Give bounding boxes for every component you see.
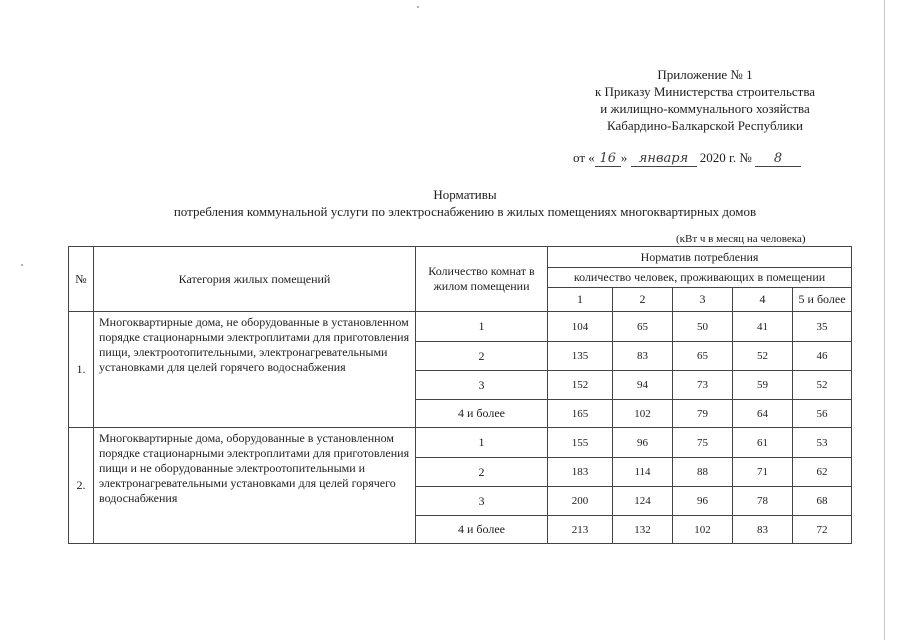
row-category: Многоквартирные дома, не оборудованные в установленном порядке стационарными электроплитами для приготовления пищи, электроотопительными, электронагревательными установками для целей горячего водоснабжения xyxy=(94,312,416,428)
header-people-count: 1 xyxy=(548,288,613,312)
norm-value-cell: 72 xyxy=(793,516,852,544)
title-line-1: Нормативы xyxy=(433,187,497,202)
header-people-count: 2 xyxy=(613,288,673,312)
norm-value-cell: 41 xyxy=(733,312,793,342)
scan-speck xyxy=(21,264,23,266)
norm-value-cell: 35 xyxy=(793,312,852,342)
header-people: количество человек, проживающих в помещении xyxy=(548,268,852,288)
appendix-line-4: Кабардино-Балкарской Республики xyxy=(607,118,803,133)
norm-value-cell: 104 xyxy=(548,312,613,342)
norm-value-cell: 62 xyxy=(793,458,852,487)
header-people-count: 3 xyxy=(673,288,733,312)
order-month-handwritten: января xyxy=(631,151,697,167)
appendix-line-1: Приложение № 1 xyxy=(657,67,753,82)
norm-value-cell: 183 xyxy=(548,458,613,487)
header-row-1 xyxy=(69,247,852,268)
title-line-2: потребления коммунальной услуги по электроснабжению в жилых помещениях многоквартирных домов xyxy=(173,204,757,219)
appendix-line-2: к Приказу Министерства строительства xyxy=(594,84,816,99)
norm-value-cell: 135 xyxy=(548,342,613,371)
row-rooms: 4 и более xyxy=(416,400,548,428)
norm-value-cell: 152 xyxy=(548,371,613,400)
row-category: Многоквартирные дома, оборудованные в установленном порядке стационарными электроплитами для приготовления пищи и не оборудованные электроотопительными и электронагревательными установками для целей горячего водоснабжения xyxy=(94,428,416,544)
norm-value-cell: 102 xyxy=(673,516,733,544)
row-rooms: 1 xyxy=(416,428,548,458)
document-title xyxy=(60,186,870,220)
norm-value-cell: 68 xyxy=(793,487,852,516)
table-row xyxy=(69,428,852,458)
norm-value-cell: 132 xyxy=(613,516,673,544)
header-people-count: 4 xyxy=(733,288,793,312)
norm-value-cell: 59 xyxy=(733,371,793,400)
norm-value-cell: 124 xyxy=(613,487,673,516)
norm-value-cell: 61 xyxy=(733,428,793,458)
row-rooms: 3 xyxy=(416,371,548,400)
header-no: № xyxy=(69,247,94,312)
appendix-block xyxy=(560,66,850,134)
norm-value-cell: 71 xyxy=(733,458,793,487)
norm-value-cell: 53 xyxy=(793,428,852,458)
norm-value-cell: 65 xyxy=(613,312,673,342)
norm-value-cell: 64 xyxy=(733,400,793,428)
norm-value-cell: 155 xyxy=(548,428,613,458)
row-rooms: 3 xyxy=(416,487,548,516)
scan-speck xyxy=(417,6,419,8)
norm-value-cell: 79 xyxy=(673,400,733,428)
table-row xyxy=(69,312,852,342)
norm-value-cell: 75 xyxy=(673,428,733,458)
norms-table xyxy=(68,246,852,544)
row-index: 1. xyxy=(69,312,94,428)
row-rooms: 1 xyxy=(416,312,548,342)
header-rooms: Количество комнат в жилом помещении xyxy=(416,247,548,312)
norm-value-cell: 50 xyxy=(673,312,733,342)
order-date-line xyxy=(573,150,801,167)
norm-value-cell: 102 xyxy=(613,400,673,428)
norm-value-cell: 78 xyxy=(733,487,793,516)
norm-value-cell: 46 xyxy=(793,342,852,371)
scan-edge-line xyxy=(884,0,885,640)
order-number-handwritten: 8 xyxy=(755,151,801,167)
order-mid: » xyxy=(620,150,628,165)
norm-value-cell: 96 xyxy=(613,428,673,458)
appendix-line-3: и жилищно-коммунального хозяйства xyxy=(600,101,810,116)
norm-value-cell: 52 xyxy=(733,342,793,371)
norm-value-cell: 65 xyxy=(673,342,733,371)
norm-value-cell: 96 xyxy=(673,487,733,516)
row-rooms: 2 xyxy=(416,458,548,487)
norm-value-cell: 88 xyxy=(673,458,733,487)
norm-value-cell: 94 xyxy=(613,371,673,400)
row-rooms: 2 xyxy=(416,342,548,371)
row-rooms: 4 и более xyxy=(416,516,548,544)
norm-value-cell: 165 xyxy=(548,400,613,428)
norm-value-cell: 73 xyxy=(673,371,733,400)
norm-value-cell: 114 xyxy=(613,458,673,487)
order-prefix: от « xyxy=(573,150,595,165)
header-norm: Норматив потребления xyxy=(548,247,852,268)
norm-value-cell: 83 xyxy=(613,342,673,371)
header-people-count: 5 и более xyxy=(793,288,852,312)
order-year-text: 2020 г. № xyxy=(699,150,752,165)
row-index: 2. xyxy=(69,428,94,544)
order-day-handwritten: 16 xyxy=(595,151,621,167)
norm-value-cell: 200 xyxy=(548,487,613,516)
norm-value-cell: 56 xyxy=(793,400,852,428)
norm-value-cell: 83 xyxy=(733,516,793,544)
norm-value-cell: 213 xyxy=(548,516,613,544)
header-category: Категория жилых помещений xyxy=(94,247,416,312)
norm-value-cell: 52 xyxy=(793,371,852,400)
unit-note: (кВт ч в месяц на человека) xyxy=(676,233,806,245)
